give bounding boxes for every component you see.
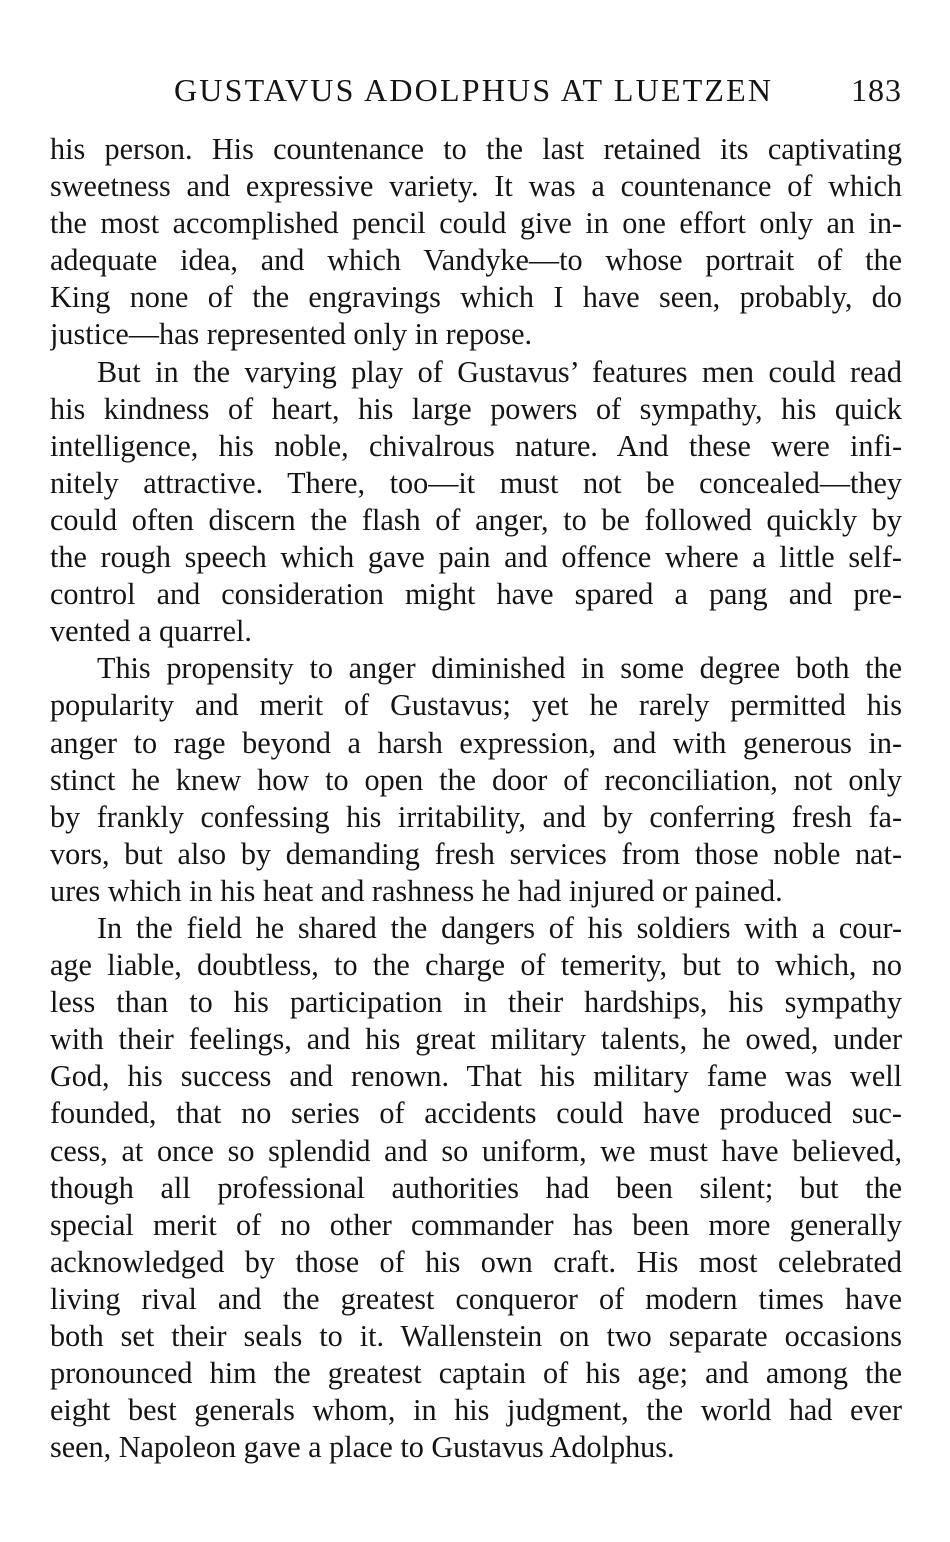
paragraph-1 [50, 131, 902, 354]
text-line: vented a quarrel. [50, 614, 252, 649]
text-line: vors, but also by demanding fresh services from those noble nat- [50, 836, 902, 871]
text-line: special merit of no other commander has been more generally [50, 1207, 902, 1242]
text-line: control and consideration might have spared a pang and pre- [50, 577, 902, 612]
text-line: living rival and the greatest conqueror of modern times have [50, 1281, 902, 1316]
text-line: King none of the engravings which I have seen, probably, do [50, 280, 902, 315]
text-line: sweetness and expressive variety. It was a countenance of which [50, 169, 902, 204]
text-line: less than to his participation in their hardships, his sympathy [50, 985, 902, 1020]
text-line: his kindness of heart, his large powers of sympathy, his quick [50, 391, 902, 426]
text-line: the rough speech which gave pain and offence where a little self- [50, 540, 902, 575]
text-line: anger to rage beyond a harsh expression, and with generous in- [50, 725, 902, 760]
running-head [50, 68, 902, 112]
text-line: stinct he knew how to open the door of reconciliation, not only [50, 762, 902, 797]
running-title: GUSTAVUS ADOLPHUS AT LUETZEN [174, 72, 774, 108]
text-line: his person. His countenance to the last retained its captivating [50, 132, 902, 166]
text-line: though all professional authorities had been silent; but the [50, 1170, 902, 1205]
text-line: could often discern the flash of anger, to be followed quickly by [50, 502, 902, 537]
text-line: both set their seals to it. Wallenstein on two separate occasions [50, 1319, 902, 1353]
text-line: cess, at once so splendid and so uniform, we must have believed, [50, 1133, 902, 1168]
text-line: God, his success and renown. That his military fame was well [50, 1059, 902, 1094]
text-line: In the field he shared the dangers of his soldiers with a cour- [97, 910, 902, 945]
text-line: adequate idea, and which Vandyke—to whose portrait of the [50, 243, 902, 278]
text-line: nitely attractive. There, too—it must not be concealed—they [50, 465, 902, 500]
text-line: ures which in his heat and rashness he had injured or pained. [50, 873, 783, 908]
text-line: the most accomplished pencil could give in one effort only an in- [50, 206, 902, 241]
text-line: popularity and merit of Gustavus; yet he rarely permitted his [50, 688, 902, 723]
text-line: with their feelings, and his great military talents, he owed, under [50, 1022, 902, 1057]
text-line: founded, that no series of accidents could have produced suc- [50, 1096, 902, 1131]
text-line: by frankly confessing his irritability, and by conferring fresh fa- [50, 799, 902, 834]
text-line: seen, Napoleon gave a place to Gustavus Adolphus. [50, 1430, 675, 1465]
text-line: This propensity to anger diminished in some degree both the [97, 651, 902, 686]
body-text [50, 131, 902, 1466]
text-line: pronounced him the greatest captain of his age; and among the [50, 1356, 902, 1391]
text-line: But in the varying play of Gustavus’ features men could read [97, 354, 902, 389]
text-line: justice—has represented only in repose. [50, 317, 533, 352]
text-line: age liable, doubtless, to the charge of temerity, but to which, no [50, 948, 902, 983]
page-number: 183 [851, 72, 902, 108]
paragraph-2 [50, 354, 902, 651]
paragraph-3 [50, 650, 902, 910]
paragraph-4 [50, 910, 902, 1466]
text-line: intelligence, his noble, chivalrous nature. And these were infi- [50, 428, 902, 463]
text-line: acknowledged by those of his own craft. His most celebrated [50, 1244, 902, 1279]
text-line: eight best generals whom, in his judgment, the world had ever [50, 1393, 902, 1428]
